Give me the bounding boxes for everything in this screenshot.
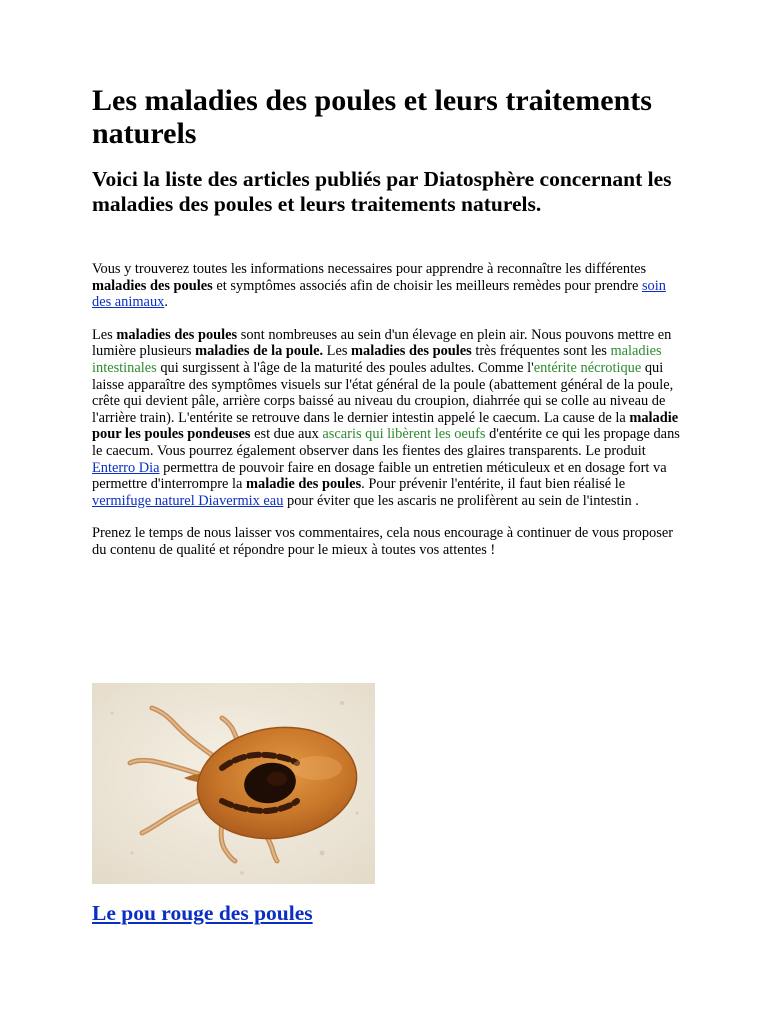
- body-bold: maladies de la poule.: [195, 343, 324, 360]
- red-mite-illustration: [92, 683, 375, 884]
- intro-text-2: et symptômes associés afin de choisir les meilleurs remèdes pour prendre: [212, 277, 642, 294]
- enterro-dia-link[interactable]: Enterro Dia: [92, 459, 160, 476]
- body-bold: maladie des poules: [246, 476, 362, 493]
- body-text: qui surgissent à l'âge de la maturité des poules adultes. Comme l': [156, 359, 534, 376]
- body-text: qui laisse apparaître des symptômes visuels sur l'état général de la poule (abattement général de la poule, crête qui devient pâle, arrière corps baissé au niveau du croupion, diahrrée qui se colle au niveau de l'arrière train). L'entérite se retrouve dans le dernier intestin appelé le caecum. La cause de la: [92, 359, 674, 426]
- body-text: pour éviter que les ascaris ne prolifèrent au sein de l'intestin .: [283, 492, 639, 509]
- intro-paragraph: [92, 261, 682, 311]
- body-text: d'entérite ce qui les propage dans le caecum. Vous pourrez également observer dans les fientes des glaires transparents. Le produit: [92, 426, 680, 459]
- highlight-ascaris: ascaris qui libèrent les oeufs: [322, 426, 486, 443]
- red-mite-photo: [92, 683, 375, 884]
- soin-animaux-link[interactable]: soin des animaux: [92, 277, 666, 311]
- article-container: [92, 84, 682, 575]
- page-title: Les maladies des poules et leurs traitements naturels: [92, 84, 652, 150]
- article-link-pou-rouge[interactable]: Le pou rouge des poules: [92, 901, 313, 925]
- body-text: très fréquentes sont les: [471, 343, 611, 360]
- highlight-maladies-intestinales: maladies intestinales: [92, 343, 662, 376]
- body-text: . Pour prévenir l'entérite, il faut bien réalisé le: [361, 476, 626, 493]
- diavermix-link[interactable]: vermifuge naturel Diavermix eau: [92, 492, 284, 509]
- intro-text-3: .: [164, 294, 168, 311]
- closing-paragraph: Prenez le temps de nous laisser vos commentaires, cela nous encourage à continuer de vous proposer du contenu de qualité et répondre pour le mieux à toutes vos attentes !: [92, 525, 674, 558]
- intro-text-1: Vous y trouverez toutes les informations necessaires pour apprendre à reconnaître les différentes: [92, 261, 647, 277]
- page-subtitle: Voici la liste des articles publiés par Diatosphère concernant les maladies des poules et leurs traitements naturels.: [92, 167, 672, 216]
- body-text: Les: [323, 343, 352, 360]
- body-bold: maladies des poules: [351, 343, 472, 360]
- body-bold: maladie pour les poules pondeuses: [92, 409, 679, 443]
- body-paragraph: [92, 327, 682, 510]
- body-text: est due aux: [250, 426, 323, 443]
- body-bold: maladies des poules: [116, 326, 238, 343]
- body-text: sont nombreuses au sein d'un élevage en plein air. Nous pouvons mettre en lumière plusieurs: [92, 326, 672, 360]
- body-text: Les: [92, 326, 117, 343]
- body-text: permettra de pouvoir faire en dosage faible un entretien méticuleux et en dosage fort va permettre d'interrompre la: [92, 459, 667, 493]
- highlight-enterite-necrotique: entérite nécrotique: [533, 359, 642, 376]
- intro-bold-1: maladies des poules: [92, 277, 213, 294]
